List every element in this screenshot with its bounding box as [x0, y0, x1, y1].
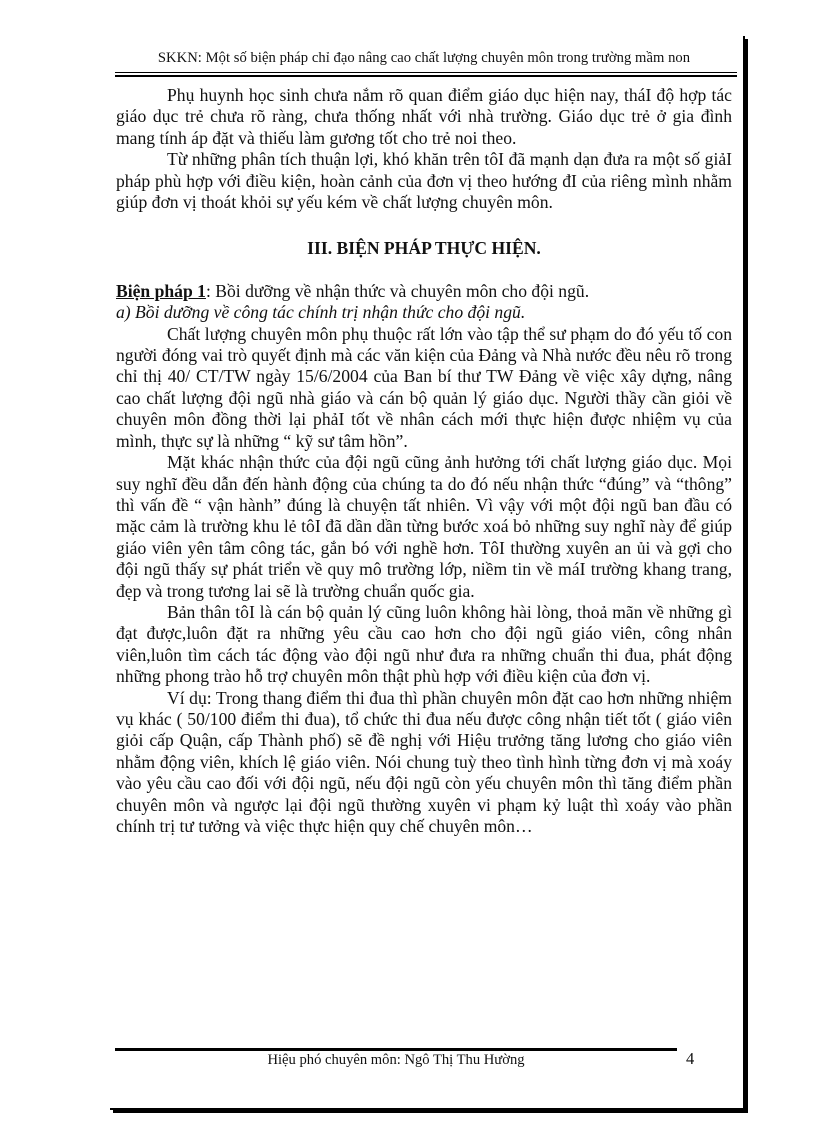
header-double-rule [115, 72, 737, 77]
body-content [116, 80, 732, 837]
paragraph-parents: Phụ huynh học sinh chưa nắm rõ quan điểm giáo dục hiện nay, tháI độ hợp tác giáo dục trẻ chưa rõ ràng, chưa thống nhất với nhà trường. Giáo dục trẻ ở gia đình mang tính áp đặt và thiếu làm gương tốt cho trẻ noi theo. [116, 85, 732, 148]
measure-1-heading [116, 281, 732, 302]
footer-author: Hiệu phó chuyên môn: Ngô Thị Thu Hường [267, 1052, 525, 1068]
paragraph-manager: Bản thân tôI là cán bộ quản lý cũng luôn không hài lòng, thoả mãn về những gì đạt được,luôn đặt ra những yêu cầu cao hơn cho đội ngũ giáo viên, công nhân viên,luôn tìm cách tác động vào đội ngũ như đưa ra những chuẩn thi đua, phát động những phong trào hỗ trợ chuyên môn thật phù hợp với điều kiện của đơn vị. [116, 601, 732, 687]
section-title: III. BIỆN PHÁP THỰC HIỆN. [307, 238, 541, 259]
measure-1-text: : Bồi dưỡng về nhận thức và chuyên môn cho đội ngũ. [205, 280, 590, 301]
paragraph-example: Ví dụ: Trong thang điểm thi đua thì phần chuyên môn đặt cao hơn những nhiệm vụ khác ( 50/100 điểm thi đua), tổ chức thi đua nếu được công nhận tiết tốt ( giáo viên giỏi cấp Quận, cấp Thành phố) sẽ đề nghị với Hiệu trưởng tăng lương cho giáo viên nhằm động viên, khích lệ giáo viên. Nói chung tuỳ theo tình hình từng đơn vị mà xoáy vào yêu cầu cao đối với đội ngũ, nếu đội ngũ còn yếu chuyên môn thì tăng điểm phần chuyên môn và ngược lại đội ngũ thường xuyên vi phạm kỷ luật thì xoáy vào phần chính trị tư tưởng và việc thực hiện quy chế chuyên môn… [116, 687, 732, 836]
subsection-a-heading: a) Bồi dưỡng về công tác chính trị nhận thức cho đội ngũ. [116, 302, 526, 323]
paragraph-quality: Chất lượng chuyên môn phụ thuộc rất lớn vào tập thể sư phạm do đó yếu tố con người đóng vai trò quyết định mà các văn kiện của Đảng và Nhà nước đều nêu rõ trong chỉ thị 40/ CT/TW ngày 15/6/2004 của Ban bí thư TW Đảng về việc xây dựng, nâng cao chất lượng đội ngũ nhà giáo và cán bộ quản lý giáo dục. Người thầy cần giỏi về chuyên môn đồng thời lại phảI tốt về nhân cách mới thực hiện được nhiệm vụ của mình, thực sự là những “ kỹ sư tâm hồn”. [116, 323, 732, 451]
running-header: SKKN: Một số biện pháp chỉ đạo nâng cao chất lượng chuyên môn trong trường mầm non [157, 50, 691, 66]
paragraph-awareness: Mặt khác nhận thức của đội ngũ cũng ảnh hưởng tới chất lượng giáo dục. Mọi suy nghĩ đều dẫn đến hành động của chúng ta do đó nếu nhận thức “đúng” và “thông” thì vấn đề “ vận hành” đúng là chuyện tất nhiên. Vì vậy với một đội ngũ ban đầu có mặc cảm là trường khu lẻ tôI đã dần dần từng bước xoá bỏ những suy nghĩ này để giúp giáo viên yên tâm công tác, gắn bó với nghề hơn. TôI thường xuyên an ủi và gợi cho đội ngũ thấy sự phát triển về quy mô trường lớp, niềm tin về máI trường khang trang, đẹp và trong tương lai sẽ là trường chuẩn quốc gia. [116, 452, 732, 601]
page-number: 4 [686, 1049, 695, 1068]
paragraph-analysis: Từ những phân tích thuận lợi, khó khăn trên tôI đã mạnh dạn đưa ra một số giảI pháp phù hợp với điều kiện, hoàn cảnh của đơn vị theo hướng đI của riêng mình nhằm giúp đơn vị thoát khỏi sự yếu kém về chất lượng chuyên môn. [116, 149, 732, 213]
footer-rule [115, 1048, 677, 1051]
measure-1-label: Biện pháp 1 [116, 280, 206, 301]
